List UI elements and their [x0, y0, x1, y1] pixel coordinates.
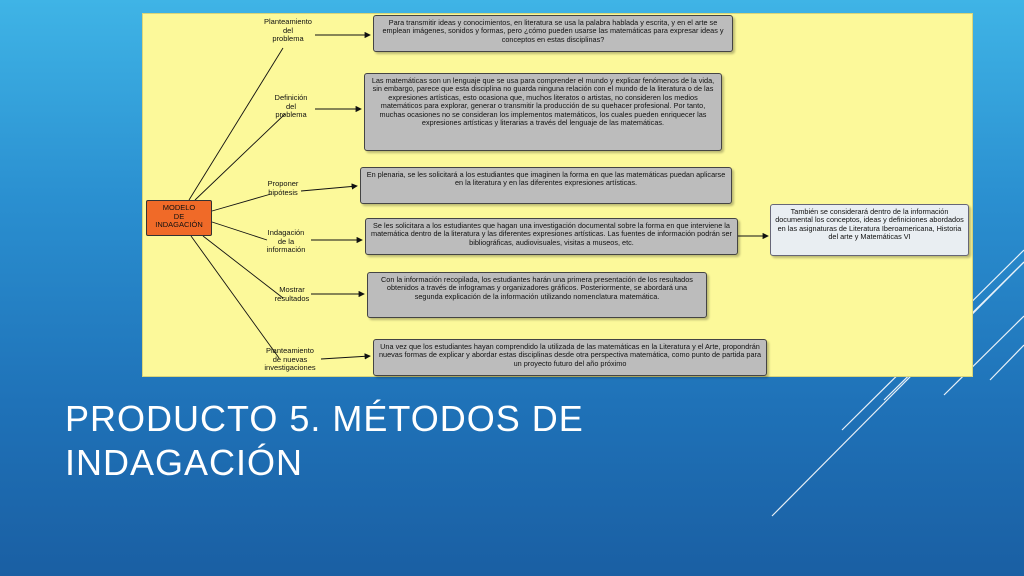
box-definicion: Las matemáticas son un lenguaje que se usa para comprender el mundo y explicar fenómenos de la vida, sin embargo, parece que esta disciplina no guarda ninguna relación con el mundo de la literatura o de las expresiones artísticas, esto ocasiona que, muchos literatos o artistas, no consideren los medios matemáticos para explorar, generar o transmitir la producción de su quehacer profesional. Por tanto, muchas ocasiones no se consideran los implementos matemáticos, los cuales pueden enriquecer las expresiones artísticas y literarias a través del lenguaje de las matemáticas. — [364, 73, 722, 151]
label-line: investigaciones — [264, 363, 316, 372]
title-line-1: PRODUCTO 5. MÉTODOS DE — [65, 398, 584, 439]
root-line-3: INDAGACIÓN — [155, 220, 203, 229]
box-resultados: Con la información recopilada, los estudiantes harán una primera presentación de los resultados obtenidos a través de infogramas y organizadores gráficos. Posteriormente, se abordará una segunda explicación de la información utilizando nomenclatura matemática. — [367, 272, 707, 318]
label-line: Mostrar — [279, 285, 305, 294]
box-planteamiento: Para transmitir ideas y conocimientos, en literatura se usa la palabra hablada y escrita, y en el arte se emplean imágenes, sonidos y formas, pero ¿cómo pueden usarse las matemáticas para expresar ideas y conceptos en estas disciplinas? — [373, 15, 733, 52]
label-line: hipótesis — [268, 187, 298, 197]
label-line: información — [266, 245, 306, 254]
title-line-2: INDAGACIÓN — [65, 442, 304, 483]
branch-label-nuevas — [250, 347, 330, 373]
box-side-note: También se considerará dentro de la información documental los conceptos, ideas y definiciones abordados en las asignaturas de Literatura Iberoamericana, Historia del arte y Matemáticas VI — [770, 204, 969, 256]
branch-label-definicion — [251, 94, 331, 120]
label-line: de la — [277, 236, 295, 246]
label-line: problema — [275, 110, 307, 119]
label-line: Definición — [274, 93, 308, 102]
label-line: del — [282, 25, 293, 35]
root-node — [146, 200, 212, 236]
label-line: de nuevas — [272, 354, 308, 364]
label-line: Planteamiento — [264, 17, 312, 26]
branch-label-indagacion — [246, 229, 326, 255]
label-line: Proponer — [267, 179, 299, 188]
label-line: problema — [272, 34, 304, 43]
branch-label-resultados — [252, 286, 332, 303]
label-line: Planteamiento — [266, 346, 314, 355]
root-line-2: DE — [173, 211, 185, 221]
branch-label-planteamiento — [248, 18, 328, 44]
root-line-1: MODELO — [162, 203, 196, 212]
label-line: resultados — [274, 293, 310, 303]
box-hipotesis: En plenaria, se les solicitará a los estudiantes que imaginen la forma en que las matemáticas puedan aplicarse en la literatura y en las diferentes expresiones artísticas. — [360, 167, 732, 204]
label-line: Indagación — [267, 228, 305, 237]
branch-label-hipotesis — [243, 180, 323, 197]
box-indagacion: Se les solicitara a los estudiantes que hagan una investigación documental sobre la forma en que interviene la matemática dentro de la literatura y las diferentes expresiones artísticas. Las fuentes de información podrán ser bibliográficas, audiovisuales, visitas a museos, etc. — [365, 218, 738, 255]
mind-map-diagram — [143, 14, 972, 376]
label-line: del — [285, 101, 296, 111]
box-nuevas: Una vez que los estudiantes hayan comprendido la utilizada de las matemáticas en la Literatura y el Arte, propondrán nuevas formas de explicar y abordar estas disciplinas desde otra perspectiva matemática, como punto de partida para un proyecto futuro del año próximo — [373, 339, 767, 376]
slide-title — [65, 397, 765, 485]
